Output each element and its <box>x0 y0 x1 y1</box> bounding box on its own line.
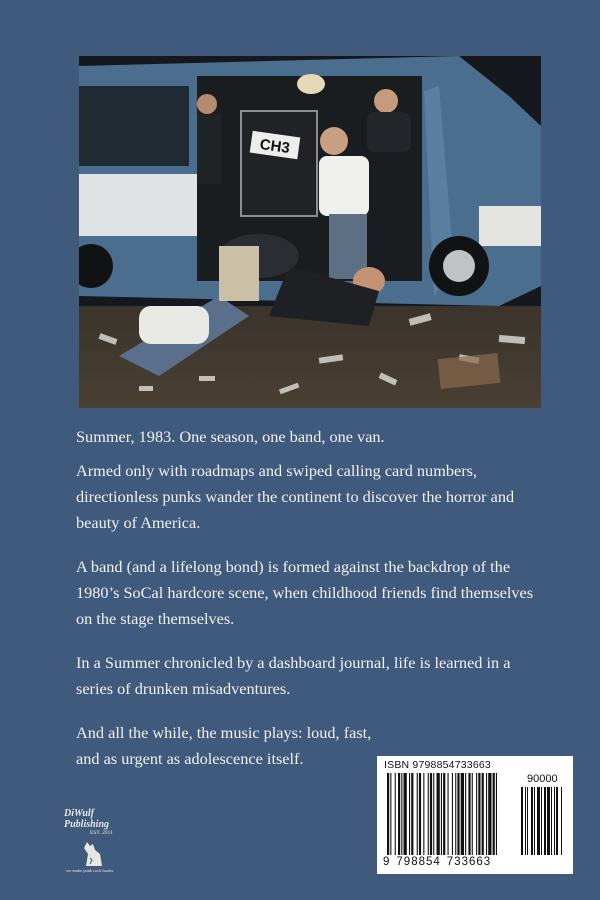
publisher-name-line1: DiWulf <box>64 808 95 819</box>
van-photo-illustration <box>79 56 541 408</box>
barcode-digit-group1: 798854 <box>396 856 441 868</box>
price-code: 90000 <box>527 773 558 785</box>
back-cover-blurb <box>76 424 546 790</box>
publisher-logo <box>64 808 144 878</box>
publisher-name-line2: Publishing <box>64 819 110 830</box>
blurb-paragraph: And all the while, the music plays: loud, fast, and as urgent as adolescence itself. <box>76 723 372 768</box>
barcode-digit-first: 9 <box>383 856 391 868</box>
wolf-icon <box>78 838 108 868</box>
blurb-paragraph: A band (and a lifelong bond) is formed against the backdrop of the 1980’s SoCal hardcore scene, when childhood friends find themselves on the stage themselves. <box>76 557 534 628</box>
publisher-est: EST. 2011 <box>90 830 113 836</box>
cover-photo <box>79 56 541 408</box>
isbn-label: ISBN 9798854733663 <box>384 759 491 771</box>
blurb-paragraph: Summer, 1983. One season, one band, one van. <box>76 427 385 446</box>
blurb-paragraph: In a Summer chronicled by a dashboard journal, life is learned in a series of drunken misadventures. <box>76 653 511 698</box>
isbn-barcode <box>377 756 573 874</box>
barcode-digits <box>381 856 571 868</box>
publisher-tagline: we make punk rock books <box>66 868 114 873</box>
barcode-bars <box>383 773 567 865</box>
plate-text: CH3 <box>258 135 291 157</box>
barcode-digit-group2: 733663 <box>446 856 492 868</box>
blurb-paragraph: Armed only with roadmaps and swiped calling card numbers, directionless punks wander the continent to discover the horror and beauty of America. <box>76 461 515 532</box>
